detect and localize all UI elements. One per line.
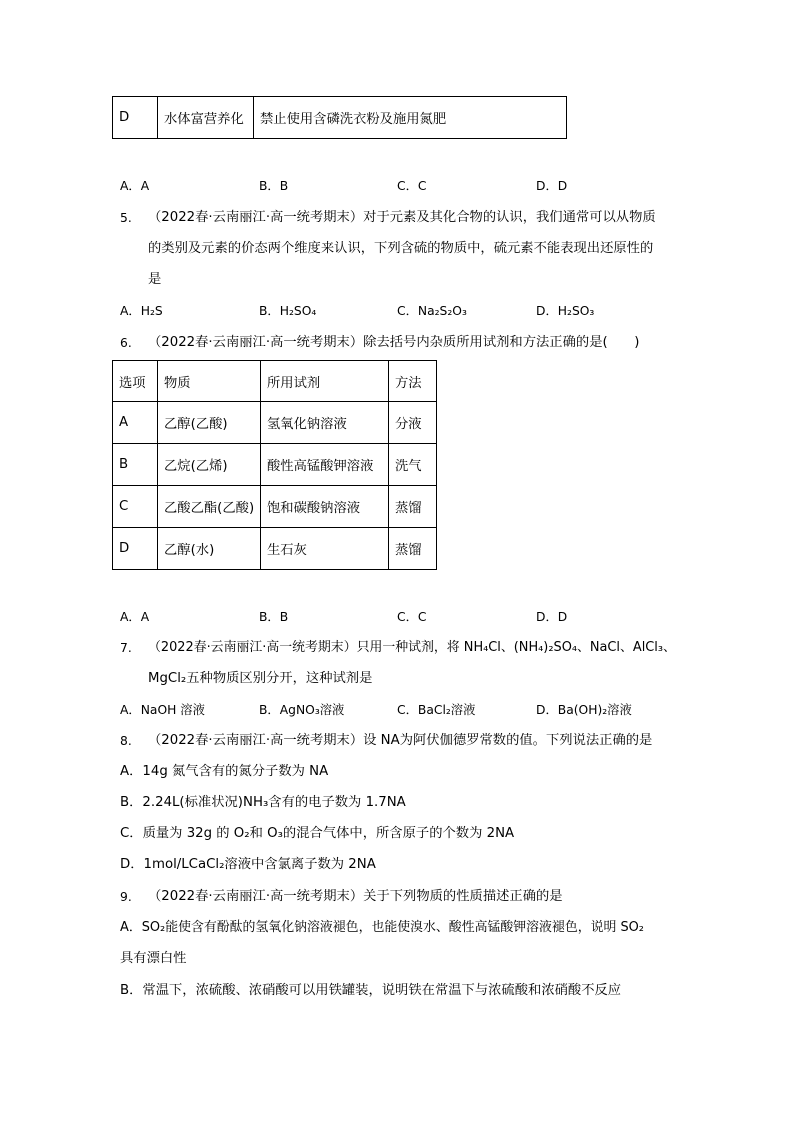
table-cell: 饱和碳酸钠溶液 bbox=[261, 486, 389, 528]
q7-option-a: A．NaOH 溶液 bbox=[120, 703, 205, 717]
table-row bbox=[113, 486, 437, 528]
table-cell: 蒸馏 bbox=[389, 528, 437, 570]
q8-option-d: D．1mol/LCaCl₂溶液中含氯离子数为 2NA bbox=[120, 857, 376, 872]
q6-table bbox=[112, 360, 437, 570]
q5-option-d: D．H₂SO₃ bbox=[536, 304, 595, 318]
table-cell: 乙烷(乙烯) bbox=[158, 444, 261, 486]
row-measure: 禁止使用含磷洗衣粉及施用氮肥 bbox=[254, 97, 567, 139]
q5-stem-line2: 的类别及元素的价态两个维度来认识，下列含硫的物质中，硫元素不能表现出还原性的 bbox=[148, 241, 654, 256]
table-header: 选项 bbox=[113, 361, 158, 402]
q4-option-b: B．B bbox=[259, 179, 289, 193]
q7-option-b: B．AgNO₃溶液 bbox=[259, 703, 345, 717]
table-row bbox=[113, 528, 437, 570]
table-header: 物质 bbox=[158, 361, 261, 402]
q8-stem: （2022春·云南丽江·高一统考期末）设 NA为阿伏伽德罗常数的值。下列说法正确的是 bbox=[148, 733, 653, 748]
table-cell: C bbox=[113, 486, 158, 528]
q7-option-c: C．BaCl₂溶液 bbox=[397, 703, 476, 717]
table-cell: 氢氧化钠溶液 bbox=[261, 402, 389, 444]
table-row bbox=[113, 402, 437, 444]
q6-option-a: A．A bbox=[120, 610, 150, 624]
q8-option-a: A．14g 氮气含有的氮分子数为 NA bbox=[120, 764, 329, 779]
q7-stem-line2: MgCl₂五种物质区别分开，这种试剂是 bbox=[148, 671, 373, 686]
q7-stem-line1: （2022春·云南丽江·高一统考期末）只用一种试剂，将 NH₄Cl、(NH₄)₂SO₄、NaCl、AlCl₃、 bbox=[148, 640, 676, 655]
q9-option-a-line1: A．SO₂能使含有酚酞的氢氧化钠溶液褪色，也能使溴水、酸性高锰酸钾溶液褪色，说明 SO₂ bbox=[120, 920, 644, 935]
table-header: 方法 bbox=[389, 361, 437, 402]
q5-option-b: B．H₂SO₄ bbox=[259, 304, 317, 318]
q8-number: 8. bbox=[120, 734, 132, 748]
table-cell: 分液 bbox=[389, 402, 437, 444]
table-cell: 乙醇(乙酸) bbox=[158, 402, 261, 444]
q8-option-b: B．2.24L(标准状况)NH₃含有的电子数为 1.7NA bbox=[120, 795, 406, 810]
q4-option-a: A．A bbox=[120, 179, 150, 193]
table-row bbox=[113, 444, 437, 486]
table-header-row bbox=[113, 361, 437, 402]
table-cell: 生石灰 bbox=[261, 528, 389, 570]
q9-stem: （2022春·云南丽江·高一统考期末）关于下列物质的性质描述正确的是 bbox=[148, 889, 563, 904]
q7-option-d: D．Ba(OH)₂溶液 bbox=[536, 703, 632, 717]
table-header: 所用试剂 bbox=[261, 361, 389, 402]
q4-option-c: C．C bbox=[397, 179, 427, 193]
q6-number: 6. bbox=[120, 336, 132, 350]
q5-option-c: C．Na₂S₂O₃ bbox=[397, 304, 467, 318]
row-issue: 水体富营养化 bbox=[158, 97, 254, 139]
q5-stem-line1: （2022春·云南丽江·高一统考期末）对于元素及其化合物的认识，我们通常可以从物质 bbox=[148, 210, 656, 225]
table-cell: 乙酸乙酯(乙酸) bbox=[158, 486, 261, 528]
table-cell: A bbox=[113, 402, 158, 444]
row-label: D bbox=[113, 97, 158, 139]
q7-number: 7. bbox=[120, 641, 132, 655]
table-cell: B bbox=[113, 444, 158, 486]
q5-stem-line3: 是 bbox=[148, 272, 162, 287]
q4-option-d: D．D bbox=[536, 179, 568, 193]
q6-stem: （2022春·云南丽江·高一统考期末）除去括号内杂质所用试剂和方法正确的是( ) bbox=[148, 335, 640, 350]
q6-option-c: C．C bbox=[397, 610, 427, 624]
q9-option-a-line2: 具有漂白性 bbox=[120, 951, 187, 966]
q6-option-b: B．B bbox=[259, 610, 289, 624]
q8-option-c: C．质量为 32g 的 O₂和 O₃的混合气体中，所含原子的个数为 2NA bbox=[120, 826, 515, 841]
table-cell: 蒸馏 bbox=[389, 486, 437, 528]
q9-option-b: B．常温下，浓硫酸、浓硝酸可以用铁罐装，说明铁在常温下与浓硫酸和浓硝酸不反应 bbox=[120, 983, 622, 998]
q9-number: 9. bbox=[120, 890, 132, 904]
table-cell: 酸性高锰酸钾溶液 bbox=[261, 444, 389, 486]
q5-option-a: A．H₂S bbox=[120, 304, 163, 318]
table-cell: 乙醇(水) bbox=[158, 528, 261, 570]
prev-question-table bbox=[112, 96, 567, 139]
table-cell: 洗气 bbox=[389, 444, 437, 486]
q5-number: 5. bbox=[120, 211, 132, 225]
table-cell: D bbox=[113, 528, 158, 570]
q6-option-d: D．D bbox=[536, 610, 568, 624]
table-row bbox=[113, 97, 567, 139]
